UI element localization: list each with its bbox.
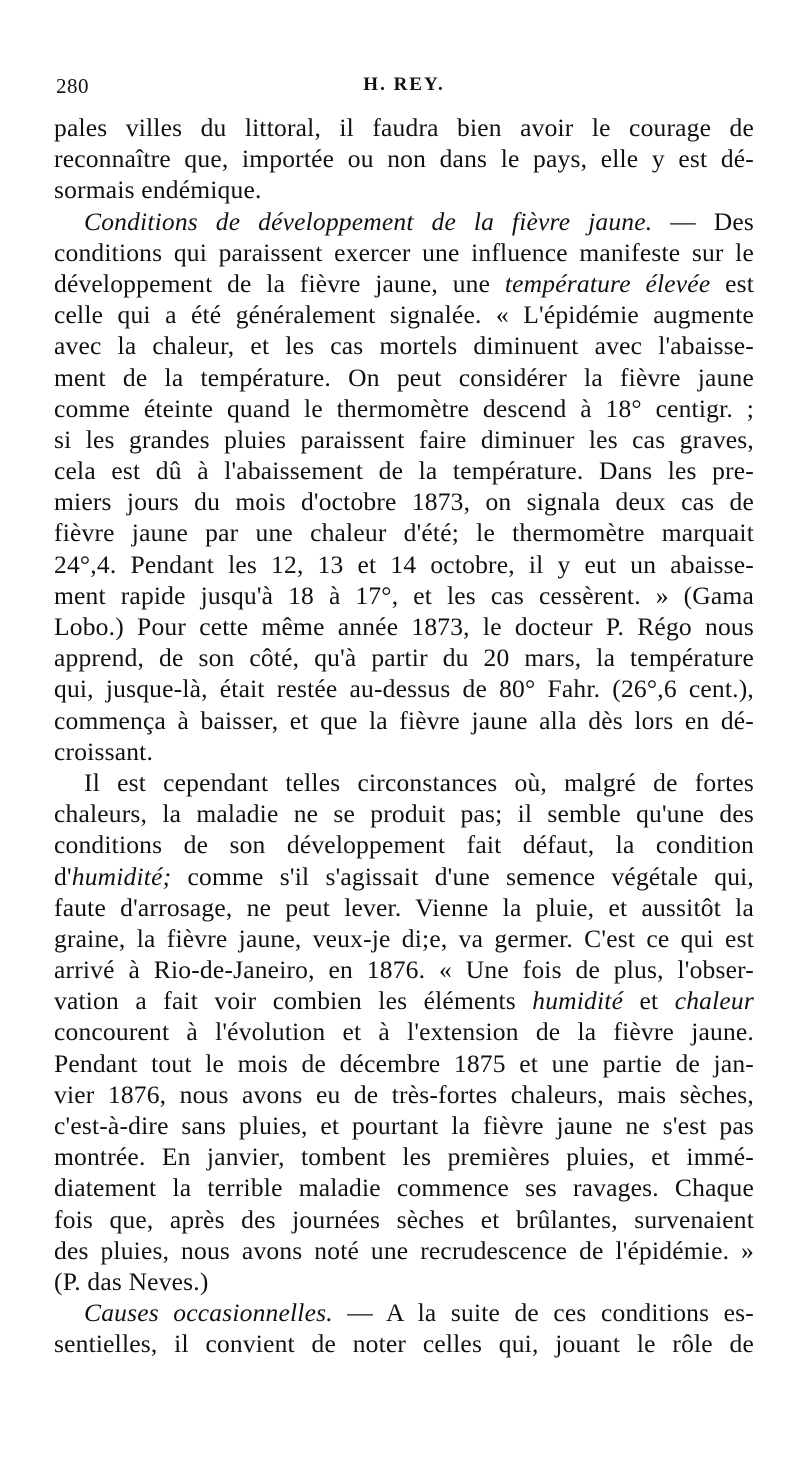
text-run: comme s'il s'agissait d'une semence végétale qui, [171, 861, 754, 891]
emphasis: humidité [532, 986, 624, 1016]
page-header [56, 74, 752, 104]
text-line: montrée. En janvier, tombent les premières pluies, et immé- [54, 1142, 754, 1172]
text-line: comme éteinte quand le thermomètre descend à 18° centigr. ; [54, 393, 754, 423]
text-line: faute d'arrosage, ne peut lever. Vienne la pluie, et aussitôt la [54, 892, 754, 922]
text-line: Pendant tout le mois de décembre 1875 et une partie de jan- [54, 1048, 754, 1078]
text-line: pales villes du littoral, il faudra bien avoir le courage de [54, 113, 754, 142]
text-line: ment de la température. On peut considérer la fièvre jaune [54, 362, 754, 392]
emphasis: température élevée [504, 268, 711, 298]
text-line: si les grandes pluies paraissent faire diminuer les cas graves, [54, 424, 754, 454]
text-run: développement de la fièvre jaune, une [54, 268, 505, 298]
text-line: arrivé à Rio-de-Janeiro, en 1876. « Une fois de plus, l'obser- [54, 955, 754, 985]
text-line: qui, jusque-là, était restée au-dessus de 80° Fahr. (26°,6 cent.), [54, 674, 754, 704]
text-line: miers jours du mois d'octobre 1873, on signala deux cas de [54, 487, 754, 517]
text-run: d' [54, 861, 72, 891]
text-line: reconnaître que, importée ou non dans le pays, elle y est dé- [54, 144, 754, 174]
text-run: est [710, 268, 755, 298]
text-line: graine, la fièvre jaune, veux-je di;e, va germer. C'est ce qui est [54, 923, 754, 953]
text-line: c'est-à-dire sans pluies, et pourtant la fièvre jaune ne s'est pas [54, 1111, 754, 1140]
text-run: vation a fait voir combien les éléments [54, 986, 533, 1016]
text-line: Lobo.) Pour cette même année 1873, le docteur P. Régo nous [54, 612, 754, 641]
text-line: sormais endémique. [54, 175, 262, 205]
text-line: conditions qui paraissent exercer une influence manifeste sur le [54, 237, 754, 267]
text-line: concourent à l'évolution et à l'extension de la fièvre jaune. [54, 1017, 754, 1047]
section-heading: Causes occasionnelles. [84, 1298, 333, 1328]
text-line: celle qui a été généralement signalée. « L'épidémie augmente [54, 300, 754, 330]
text-line: apprend, de son côté, qu'à partir du 20 mars, la température [54, 643, 754, 673]
text-line: vier 1876, nous avons eu de très-fortes chaleurs, mais sèches, [54, 1079, 754, 1109]
text-line: ment rapide jusqu'à 18 à 17°, et les cas cessèrent. » (Gama [54, 580, 754, 610]
emphasis: chaleur [674, 986, 754, 1016]
text-line: commença à baisser, et que la fièvre jaune alla dès lors en dé- [54, 705, 754, 735]
text-line [54, 268, 754, 299]
text-line [54, 985, 754, 1016]
text-line: chaleurs, la maladie ne se produit pas; il semble qu'une des [54, 799, 754, 829]
text-line: des pluies, nous avons noté une recrudescence de l'épidémie. » [54, 1235, 754, 1265]
text-line: avec la chaleur, et les cas mortels diminuent avec l'abaisse- [54, 331, 754, 361]
text-run: — A la suite de ces conditions es- [332, 1298, 754, 1328]
text-line: conditions de son développement fait défaut, la condition [54, 830, 754, 860]
running-head: H. REY. [363, 74, 445, 95]
text-line: croissant. [54, 736, 154, 766]
text-run: et [623, 986, 675, 1016]
text-line: 24°,4. Pendant les 12, 13 et 14 octobre, il y eut un abaisse- [54, 549, 754, 579]
page-number: 280 [56, 74, 89, 98]
body-text [54, 112, 754, 1360]
emphasis: humidité; [71, 861, 172, 891]
section-heading-line [54, 206, 754, 237]
text-line: fois que, après des journées sèches et brûlantes, survenaient [54, 1204, 754, 1234]
text-line: cela est dû à l'abaissement de la température. Dans les pre- [54, 456, 754, 486]
section-heading-line [54, 1297, 754, 1328]
section-heading: Conditions de développement de la fièvre jaune. [84, 206, 653, 236]
text-line [54, 861, 754, 892]
text-run: — Des [652, 206, 754, 236]
text-line: sentielles, il convient de noter celles qui, jouant le rôle de [54, 1329, 754, 1359]
text-line: (P. das Neves.) [54, 1266, 209, 1296]
text-line: fièvre jaune par une chaleur d'été; le thermomètre marquait [54, 518, 754, 548]
text-line: Il est cependant telles circonstances où, malgré de fortes [84, 767, 754, 797]
text-line: diatement la terrible maladie commence ses ravages. Chaque [54, 1173, 754, 1203]
